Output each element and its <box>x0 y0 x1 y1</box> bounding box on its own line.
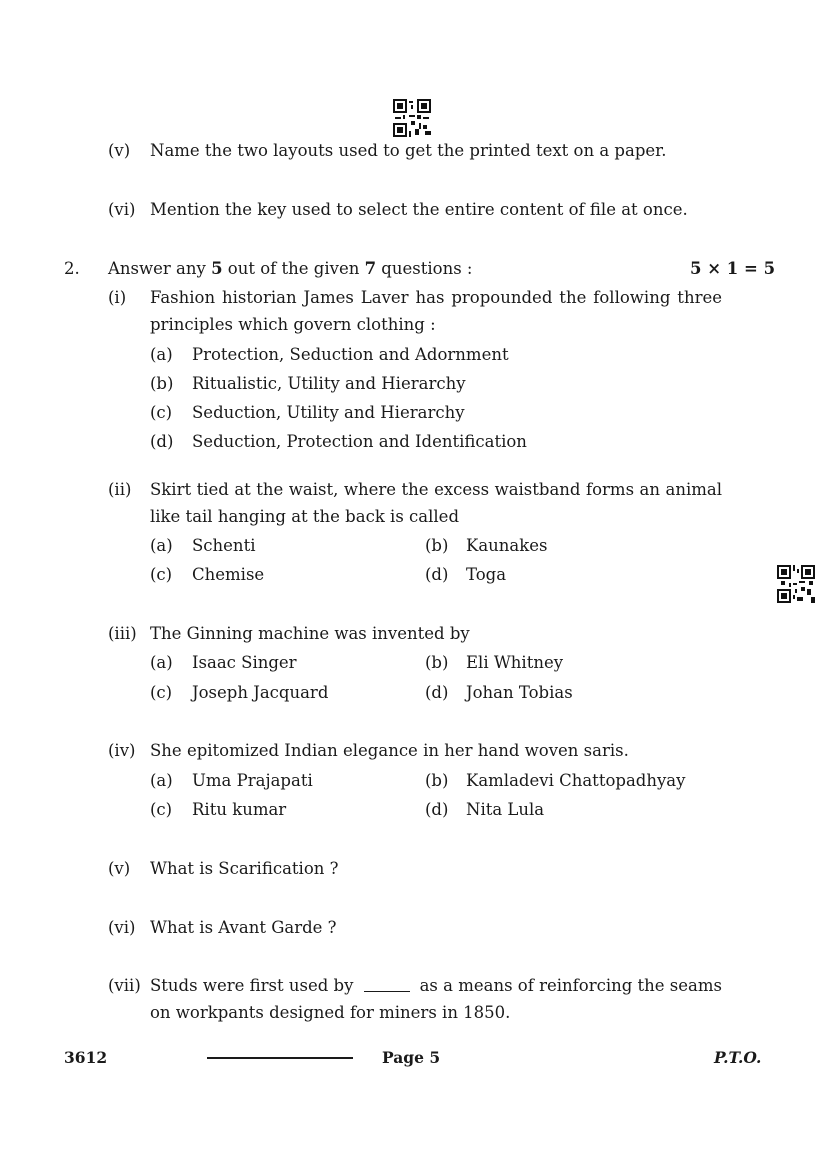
qr-code-top <box>393 99 431 137</box>
option-text: Protection, Seduction and Adornment <box>192 345 509 364</box>
question-text-cont: principles which govern clothing : <box>150 315 436 334</box>
option-text: Seduction, Utility and Hierarchy <box>192 403 465 422</box>
question-text <box>150 976 722 995</box>
option-text: Schenti <box>192 536 256 555</box>
question-number: (v) <box>108 141 131 160</box>
option-label: (c) <box>150 565 173 584</box>
question-number: (i) <box>108 288 127 307</box>
please-turn-over: P.T.O. <box>714 1048 762 1067</box>
option-text: Ritualistic, Utility and Hierarchy <box>192 374 466 393</box>
option-label: (d) <box>150 432 174 451</box>
option-text: Ritu kumar <box>192 800 287 819</box>
question-number: (vi) <box>108 200 136 219</box>
option-text: Joseph Jacquard <box>192 683 329 702</box>
option-label: (a) <box>150 653 173 672</box>
option-label: (a) <box>150 345 173 364</box>
option-text: Isaac Singer <box>192 653 297 672</box>
marks-allocation: 5 × 1 = 5 <box>690 259 776 278</box>
option-label: (d) <box>425 800 449 819</box>
question-number: (iv) <box>108 741 136 760</box>
option-label: (a) <box>150 536 173 555</box>
option-label: (b) <box>150 374 174 393</box>
fill-in-blank <box>364 973 410 992</box>
question-number: (vii) <box>108 976 141 995</box>
option-label: (b) <box>425 653 449 672</box>
option-text: Kamladevi Chattopadhyay <box>466 771 686 790</box>
qr-code-side <box>777 565 815 603</box>
page-number: Page 5 <box>382 1048 441 1067</box>
option-label: (c) <box>150 403 173 422</box>
question-text: Name the two layouts used to get the printed text on a paper. <box>150 141 667 160</box>
question-text-part: Studs were first used by <box>150 976 354 995</box>
option-text: Johan Tobias <box>466 683 573 702</box>
option-label: (b) <box>425 771 449 790</box>
option-text: Kaunakes <box>466 536 548 555</box>
option-label: (d) <box>425 683 449 702</box>
question-text: Skirt tied at the waist, where the excess waistband forms an animal <box>150 480 722 499</box>
option-text: Seduction, Protection and Identification <box>192 432 527 451</box>
option-text: Toga <box>466 565 507 584</box>
option-text: Nita Lula <box>466 800 545 819</box>
question-text-cont: like tail hanging at the back is called <box>150 507 460 526</box>
option-label: (d) <box>425 565 449 584</box>
question-text: What is Avant Garde ? <box>150 918 337 937</box>
question-text-cont: on workpants designed for miners in 1850. <box>150 1003 511 1022</box>
question-2-number: 2. <box>64 259 80 278</box>
paper-code: 3612 <box>64 1048 108 1067</box>
option-label: (c) <box>150 800 173 819</box>
question-number: (iii) <box>108 624 137 643</box>
question-2-instruction: Answer any 5 out of the given 7 questions : <box>108 259 473 278</box>
question-number: (ii) <box>108 480 132 499</box>
option-label: (c) <box>150 683 173 702</box>
option-text: Uma Prajapati <box>192 771 313 790</box>
option-label: (b) <box>425 536 449 555</box>
option-label: (a) <box>150 771 173 790</box>
question-text: Fashion historian James Laver has propounded the following three <box>150 288 722 307</box>
option-text: Eli Whitney <box>466 653 564 672</box>
question-text: She epitomized Indian elegance in her hand woven saris. <box>150 741 629 760</box>
question-number: (vi) <box>108 918 136 937</box>
question-text-part: as a means of reinforcing the seams <box>419 976 722 995</box>
footer-divider <box>207 1057 353 1059</box>
question-text: The Ginning machine was invented by <box>150 624 470 643</box>
question-text: What is Scarification ? <box>150 859 339 878</box>
question-number: (v) <box>108 859 131 878</box>
option-text: Chemise <box>192 565 265 584</box>
question-text: Mention the key used to select the entire content of file at once. <box>150 200 688 219</box>
